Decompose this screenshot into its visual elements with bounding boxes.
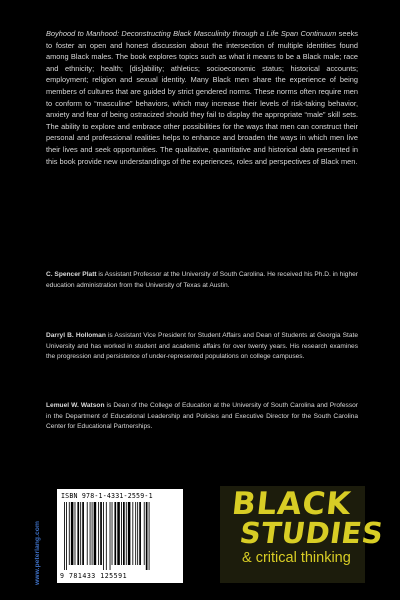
barcode-bar — [82, 502, 84, 565]
barcode-bar — [69, 502, 70, 565]
author-name: Lemuel W. Watson — [46, 402, 105, 409]
barcode-bar — [94, 502, 97, 565]
barcode-bar — [64, 502, 65, 570]
barcode-digits: 9 781433 125591 — [60, 572, 128, 580]
series-logo-word-black: BLACK — [230, 486, 354, 522]
author-name: Darryl B. Holloman — [46, 332, 106, 339]
barcode-bar — [132, 502, 133, 565]
barcode-bars — [63, 502, 177, 570]
barcode-bar — [112, 502, 113, 565]
author-bio-watson — [46, 401, 358, 433]
isbn-number: ISBN 978-1-4331-2559-1 — [61, 492, 153, 500]
barcode-bar — [103, 502, 104, 570]
book-title-italic: Boyhood to Manhood: Deconstructing Black Masculinity through a Life Span Continuum — [46, 29, 337, 38]
barcode-bar — [114, 502, 116, 565]
barcode-bar — [144, 502, 145, 565]
series-logo-word-studies: STUDIES — [237, 516, 386, 550]
barcode-bar — [128, 502, 131, 565]
author-name: C. Spencer Platt — [46, 271, 97, 278]
barcode-bar — [75, 502, 76, 565]
publisher-url: www.peterlang.com — [34, 521, 41, 585]
series-logo-tagline: & critical thinking — [242, 550, 351, 566]
barcode-bar — [117, 502, 120, 565]
barcode-bar — [106, 502, 107, 570]
author-bio-text: is Assistant Vice President for Student Affairs and Dean of Students at Georgia State University and has worked in student and academic affairs for over twenty years. His research examines the progression and persistence of under-represented populations on college campuses. — [46, 332, 358, 361]
barcode-bar — [121, 502, 122, 565]
author-bio-platt — [46, 270, 358, 291]
barcode-bar — [77, 502, 79, 565]
author-bio-holloman — [46, 331, 358, 363]
barcode-bar — [100, 502, 102, 565]
barcode-bar — [126, 502, 127, 565]
barcode-bar — [71, 502, 74, 565]
barcode-bar — [123, 502, 125, 565]
barcode-bar — [87, 502, 88, 565]
book-description — [46, 28, 358, 167]
barcode-bar — [135, 502, 136, 565]
book-description-text: seeks to foster an open and honest discussion about the intersection of multiple identities found among Black males. The book explores topics such as what it means to be a Black male; race and ethnicity; health; [dis]ability; athletics; socioeconomic status; historical accounts; employment; religion and sexual identity. Many Black men share the experience of being members of cultures that are guided by strict gendered norms. These norms often require men to conform to “masculine” behaviors, which may increase their levels of risk-taking behavior, anxiety and fear of being ostracized should they fail to display the appropriate “male” skill sets. The ability to explore and embrace other possibilities for the ways that men can construct their personal and professional realities helps to enhance and broaden the ways in which men live their lives and seek opportunities. The qualitative, quantitative and historical data presented in this book provide new understandings of the experiences, roles and perspectives of Black men. — [46, 29, 358, 166]
barcode-bar — [80, 502, 81, 565]
series-logo — [220, 486, 386, 583]
barcode-bar — [110, 502, 111, 570]
author-bio-text: is Dean of the College of Education at the University of South Carolina and Professor in the Department of Educational Leadership and Policies and Executive Director for the South Carolina Center for Educational Partnerships. — [46, 402, 358, 431]
barcode-bar — [90, 502, 91, 565]
barcode-bar — [98, 502, 99, 565]
barcode-bar — [149, 502, 150, 570]
isbn-barcode — [57, 489, 183, 583]
barcode-bar — [139, 502, 141, 565]
barcode-bar — [66, 502, 67, 570]
barcode-bar — [92, 502, 93, 565]
barcode-bar — [146, 502, 148, 570]
barcode-bar — [137, 502, 138, 565]
author-bio-text: is Assistant Professor at the University of South Carolina. He received his Ph.D. in higher education administration from the University of Texas at Austin. — [46, 271, 358, 289]
